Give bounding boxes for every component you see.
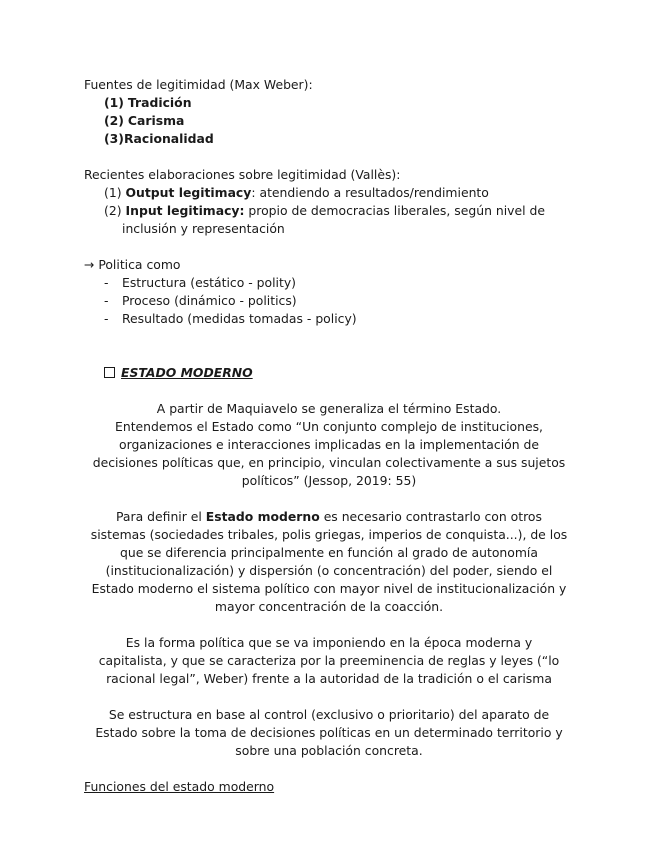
politica-heading: → Politica como [84,257,181,272]
politica-item-2: - Proceso (dinámico - politics) [104,293,297,308]
paragraph-4: Se estructura en base al control (exclusivo o prioritario) del aparato de Estado sobre la toma de decisiones políticas en un determinado territorio y sobre una población concreta. [95,707,563,758]
section-heading-estado-moderno [84,364,574,382]
section-title: ESTADO MODERNO [121,365,253,380]
weber-item-2: (2) Carisma [104,113,185,128]
weber-heading: Fuentes de legitimidad (Max Weber): [84,77,313,92]
paragraph-1: A partir de Maquiavelo se generaliza el término Estado. Entendemos el Estado como “Un conjunto complejo de instituciones, organizaciones e interacciones implicadas en la implementación de decisiones políticas que, en principio, vinculan colectivamente a sus sujetos políticos” (Jessop, 2019: 55) [92,401,566,488]
valles-item-1: (1) Output legitimacy: atendiendo a resultados/rendimiento [104,185,489,200]
weber-item-1: (1) Tradición [104,95,192,110]
weber-item-3: (3)Racionalidad [104,131,214,146]
paragraph-2: Para definir el Estado moderno es necesario contrastarlo con otros sistemas (sociedades tribales, polis griegas, imperios de conquista...), de los que se diferencia principalmente en función al grado de autonomía (institucionalización) y dispersión (o concentración) del poder, siendo el Estado moderno el sistema político con mayor nivel de institucionalización y mayor concentración de la coacción. [90,509,568,614]
footer-heading: Funciones del estado moderno [84,779,275,794]
politica-item-3: - Resultado (medidas tomadas - policy) [104,311,357,326]
politica-item-1: - Estructura (estático - polity) [104,275,297,290]
valles-item-2: (2) Input legitimacy: propio de democracias liberales, según nivel de [104,203,545,218]
valles-item-2-cont: inclusión y representación [122,221,285,236]
document-page [84,76,574,796]
valles-heading: Recientes elaboraciones sobre legitimidad (Vallès): [84,167,401,182]
paragraph-3: Es la forma política que se va imponiendo en la época moderna y capitalista, y que se caracteriza por la preeminencia de reglas y leyes (“lo racional legal”, Weber) frente a la autoridad de la tradición o el carisma [98,635,560,686]
checkbox-icon[interactable] [104,367,115,378]
